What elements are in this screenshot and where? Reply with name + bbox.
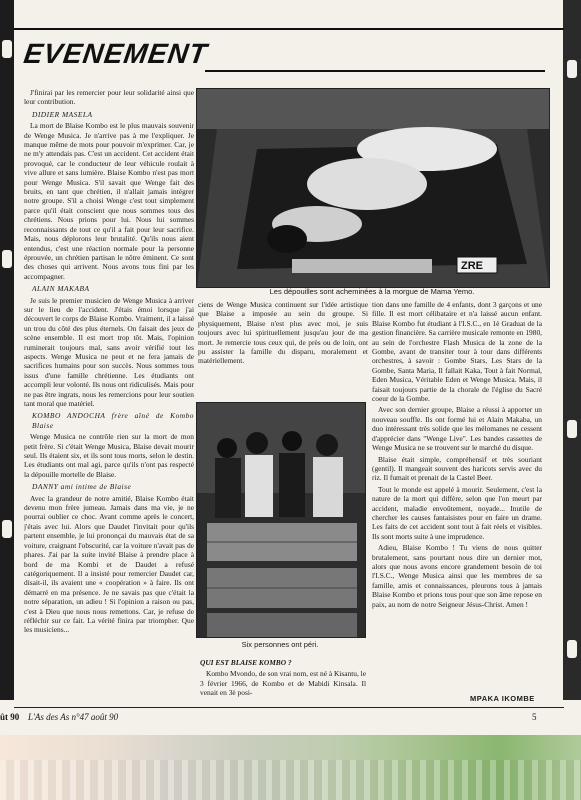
right-paragraph-2: Avec son dernier groupe, Blaise a réussi à apporter un nouveau souffle. Ils ont formé lui et Alain Makaba, un duo intéressant très solide que les mélomanes ne cessent d'apprécier dans "Wenge Live". Les bandes cassettes de Wenge Musica ne se trouvent sur le marché du disque.	[372, 405, 542, 453]
byline-kombo-andocha: KOMBO ANDOCHA frère aîné de Kombo Blaise	[32, 411, 194, 430]
mourners-photo-image	[197, 403, 365, 637]
license-plate: ZRE	[461, 260, 483, 272]
bio-section	[200, 658, 366, 706]
photo2-caption: Six personnes ont péri.	[241, 640, 319, 649]
section-title: EVENEMENT	[21, 38, 210, 69]
photo1-caption: Les dépouilles sont acheminées à la morgue de Mama Yemo.	[269, 287, 475, 296]
right-paragraph-4: Tout le monde est appelé à mourir. Seulement, c'est la nature de la mort qui diffère, selon que l'on meurt par accident, maladie envoûtement, noyade... Inutile de chercher les causes fantaisistes pour en faire un drame. Les faits de cet accident sont tout à fait réels et visibles. Ils sont morts suite à une imprudence.	[372, 484, 542, 541]
publication-footer: L'As des As n°47 août 90	[28, 712, 119, 722]
right-column	[372, 300, 542, 705]
mourners-photo	[196, 402, 366, 638]
torn-left-edge	[0, 0, 14, 700]
testimony-didier: La mort de Blaise Kombo est le plus mauvais souvenir de Wenge Musica. Je n'arrive pas à me l'expliquer. Je manque même de mots pour pouvoir m'exprimer. Car, je ne m'y attendais pas. C'est un accident. Cet accident était provoqué, car le conducteur de leur véhicule roulait à vive allure et sans lumière. Blaise Kombo n'est pas mort pour Wenge Musica. S'il savait que Wenge fait des bruits, en tant que chrétien, il n'allait jamais intégrer notre groupe. S'il a choisi Wenge c'est tout simplement parce qu'il était conscient que nous sommes tous des chrétiens. Nous prions pour lui. Nous lui sommes reconnaissants de tout ce qu'il a fait pour leur sacrifice. Mais, nous déplorons leur brutalité. Qu'ils nous aient entendus, c'est une réaction normale pour la personne éprouvée, un chrétien partisan le nôtre éminent. Ce sont des choses qui arrivent. Nous avons tous fini par les accompagner.	[24, 121, 194, 281]
middle-paragraph: ciens de Wenge Musica continuent sur l'idée artistique que Blaise a imposée au sein du groupe. Si physiquement, Blaise n'est plus avec moi, je suis toujours avec lui spirituellement jusqu'au jour de ma mort. Je remercie tous ceux qui, de près ou de loin, ont pu assister la famille du disparu, moralement et matériellement.	[198, 300, 368, 366]
middle-column	[198, 300, 368, 400]
bio-heading: QUI EST BLAISE KOMBO ?	[200, 658, 292, 667]
footer-left-fragment: ût 90	[0, 712, 20, 722]
testimony-alain: Je suis le premier musicien de Wenge Musica à arriver sur le lieu de l'accident. J'étais émoi lorsque j'ai découvert le corps de Blaise Kombo. Vraiment, il a laissé un trou du côté des plus éternels. On faisait des jeux de scène ensemble. Il est mort trop tôt. Mais, l'opinion ruminerait toujours mal, sans avoir vérifié tout les aspects. Wenge Musica ne peut et ne fera jamais de sacrifices humains pour son succès. Nous sommes tous issus d'une famille chrétienne. Les étudiants ont accompli leur volonté. Ils nous ont ridiculisés. Mais pour ne pas être ingrats, nous les remercions pour leur soutien tant moral que matériel.	[24, 295, 194, 408]
right-paragraph-3: Blaise était simple, compréhensif et très souriant (gentil). Il mangeait souvent des haricots servis avec du riz. Il fumait et prenait de la Castel Beer.	[372, 454, 542, 483]
intro-paragraph: J'finirai par les remercier pour leur solidarité ainsi que leur contribution.	[24, 88, 194, 107]
byline-danny: DANNY ami intime de Blaise	[32, 482, 132, 492]
author-signature: MPAKA IKOMBE	[470, 694, 535, 703]
byline-didier: DIDIER MASELA	[32, 109, 93, 119]
testimony-danny: Avec la grandeur de notre amitié, Blaise Kombo était devenu mon frère jumeau. Jamais dans ma vie, je ne pourrai oublier ce choc. Avant comme après le concert, j'étais avec lui. Alors que Daudet l'invitait pour qu'ils partent ensemble, je lui prononçai du mauvais état de sa voiture, craignant l'obscurité, car la voiture n'avait pas de phares. J'ai par la suite invité Blaise à prendre place à bord de ma Kombi et de Daudet a refusé catégoriquement. Il a insisté pour remercier Daudet car, disait-il, ils avaient une « coopération » à faire. Ils ont démarré en ma présence. Je ne savais pas que c'était la notre séparation, un adieu ! Si l'opinion a raison ou pas, c'est à Dieu que nous nous remettons. Car, je refuse de réfléchir sur ce fait. La vérité finira par triompher. Que les musiciens...	[24, 493, 194, 635]
right-paragraph-1: tion dans une famille de 4 enfants, dont 3 garçons et une fille. Il est mort célibataire et n'a laissé aucun enfant. Blaise Kombo fut étudiant à l'I.S.C., en 1è Graduat de la gestion financière. Sa carrière musicale remonte en 1980, au sein de l'orchestre Flash Musica de la zone de la Gombe, avant de transiter tour à tour dans différents orchestres, à savoir : Gombe Stars, Les Stars de la Gombe, Santa Maria, Il fallait Kaka, Tout à fait Normal, Eden Musica, Véritable Eden et Wenge Musica. Mais, il faisait toujours partie de la chorale de l'église du Sacré coeur de la Gombe.	[372, 300, 542, 404]
byline-alain: ALAIN MAKABA	[32, 284, 90, 294]
testimony-kombo-andocha: Wenge Musica ne contrôle rien sur la mort de mon petit frère. Si c'était Wenge Musica, Blaise devait mourir seul. Ils étaient six, et ils sont tous morts, selon le destin. Les étudiants ont mal agi, parce qu'ils n'ont pas respecté la dépouille mortelle de Blaise.	[24, 432, 194, 479]
torn-right-edge	[563, 0, 581, 700]
title-rule	[205, 70, 545, 72]
page-number: 5	[532, 712, 537, 722]
morgue-photo	[196, 88, 550, 288]
footer-rule	[14, 707, 564, 708]
morgue-photo-image	[197, 89, 549, 287]
scan-texture-band	[0, 760, 581, 800]
bio-text: Kombo Mvondo, de son vrai nom, est né à Kisantu, le 3 février 1966, de Kombo et de Mabidi Kinsala. Il venait en 3è posi-	[200, 669, 366, 698]
left-column	[24, 88, 194, 700]
right-paragraph-5: Adieu, Blaise Kombo ! Tu viens de nous quitter brutalement, sans pourtant nous dire un dernier mot, alors que nous avons encore grandement besoin de toi l'I.S.C., Wenge Musica ainsi que les membres de sa famille, amis et connaissances, pleurons tous à jamais Blaise Kombo et prions tous pour que son âme repose en paix, au nom de notre Seigneur Jésus-Christ. Amen !	[372, 543, 542, 609]
